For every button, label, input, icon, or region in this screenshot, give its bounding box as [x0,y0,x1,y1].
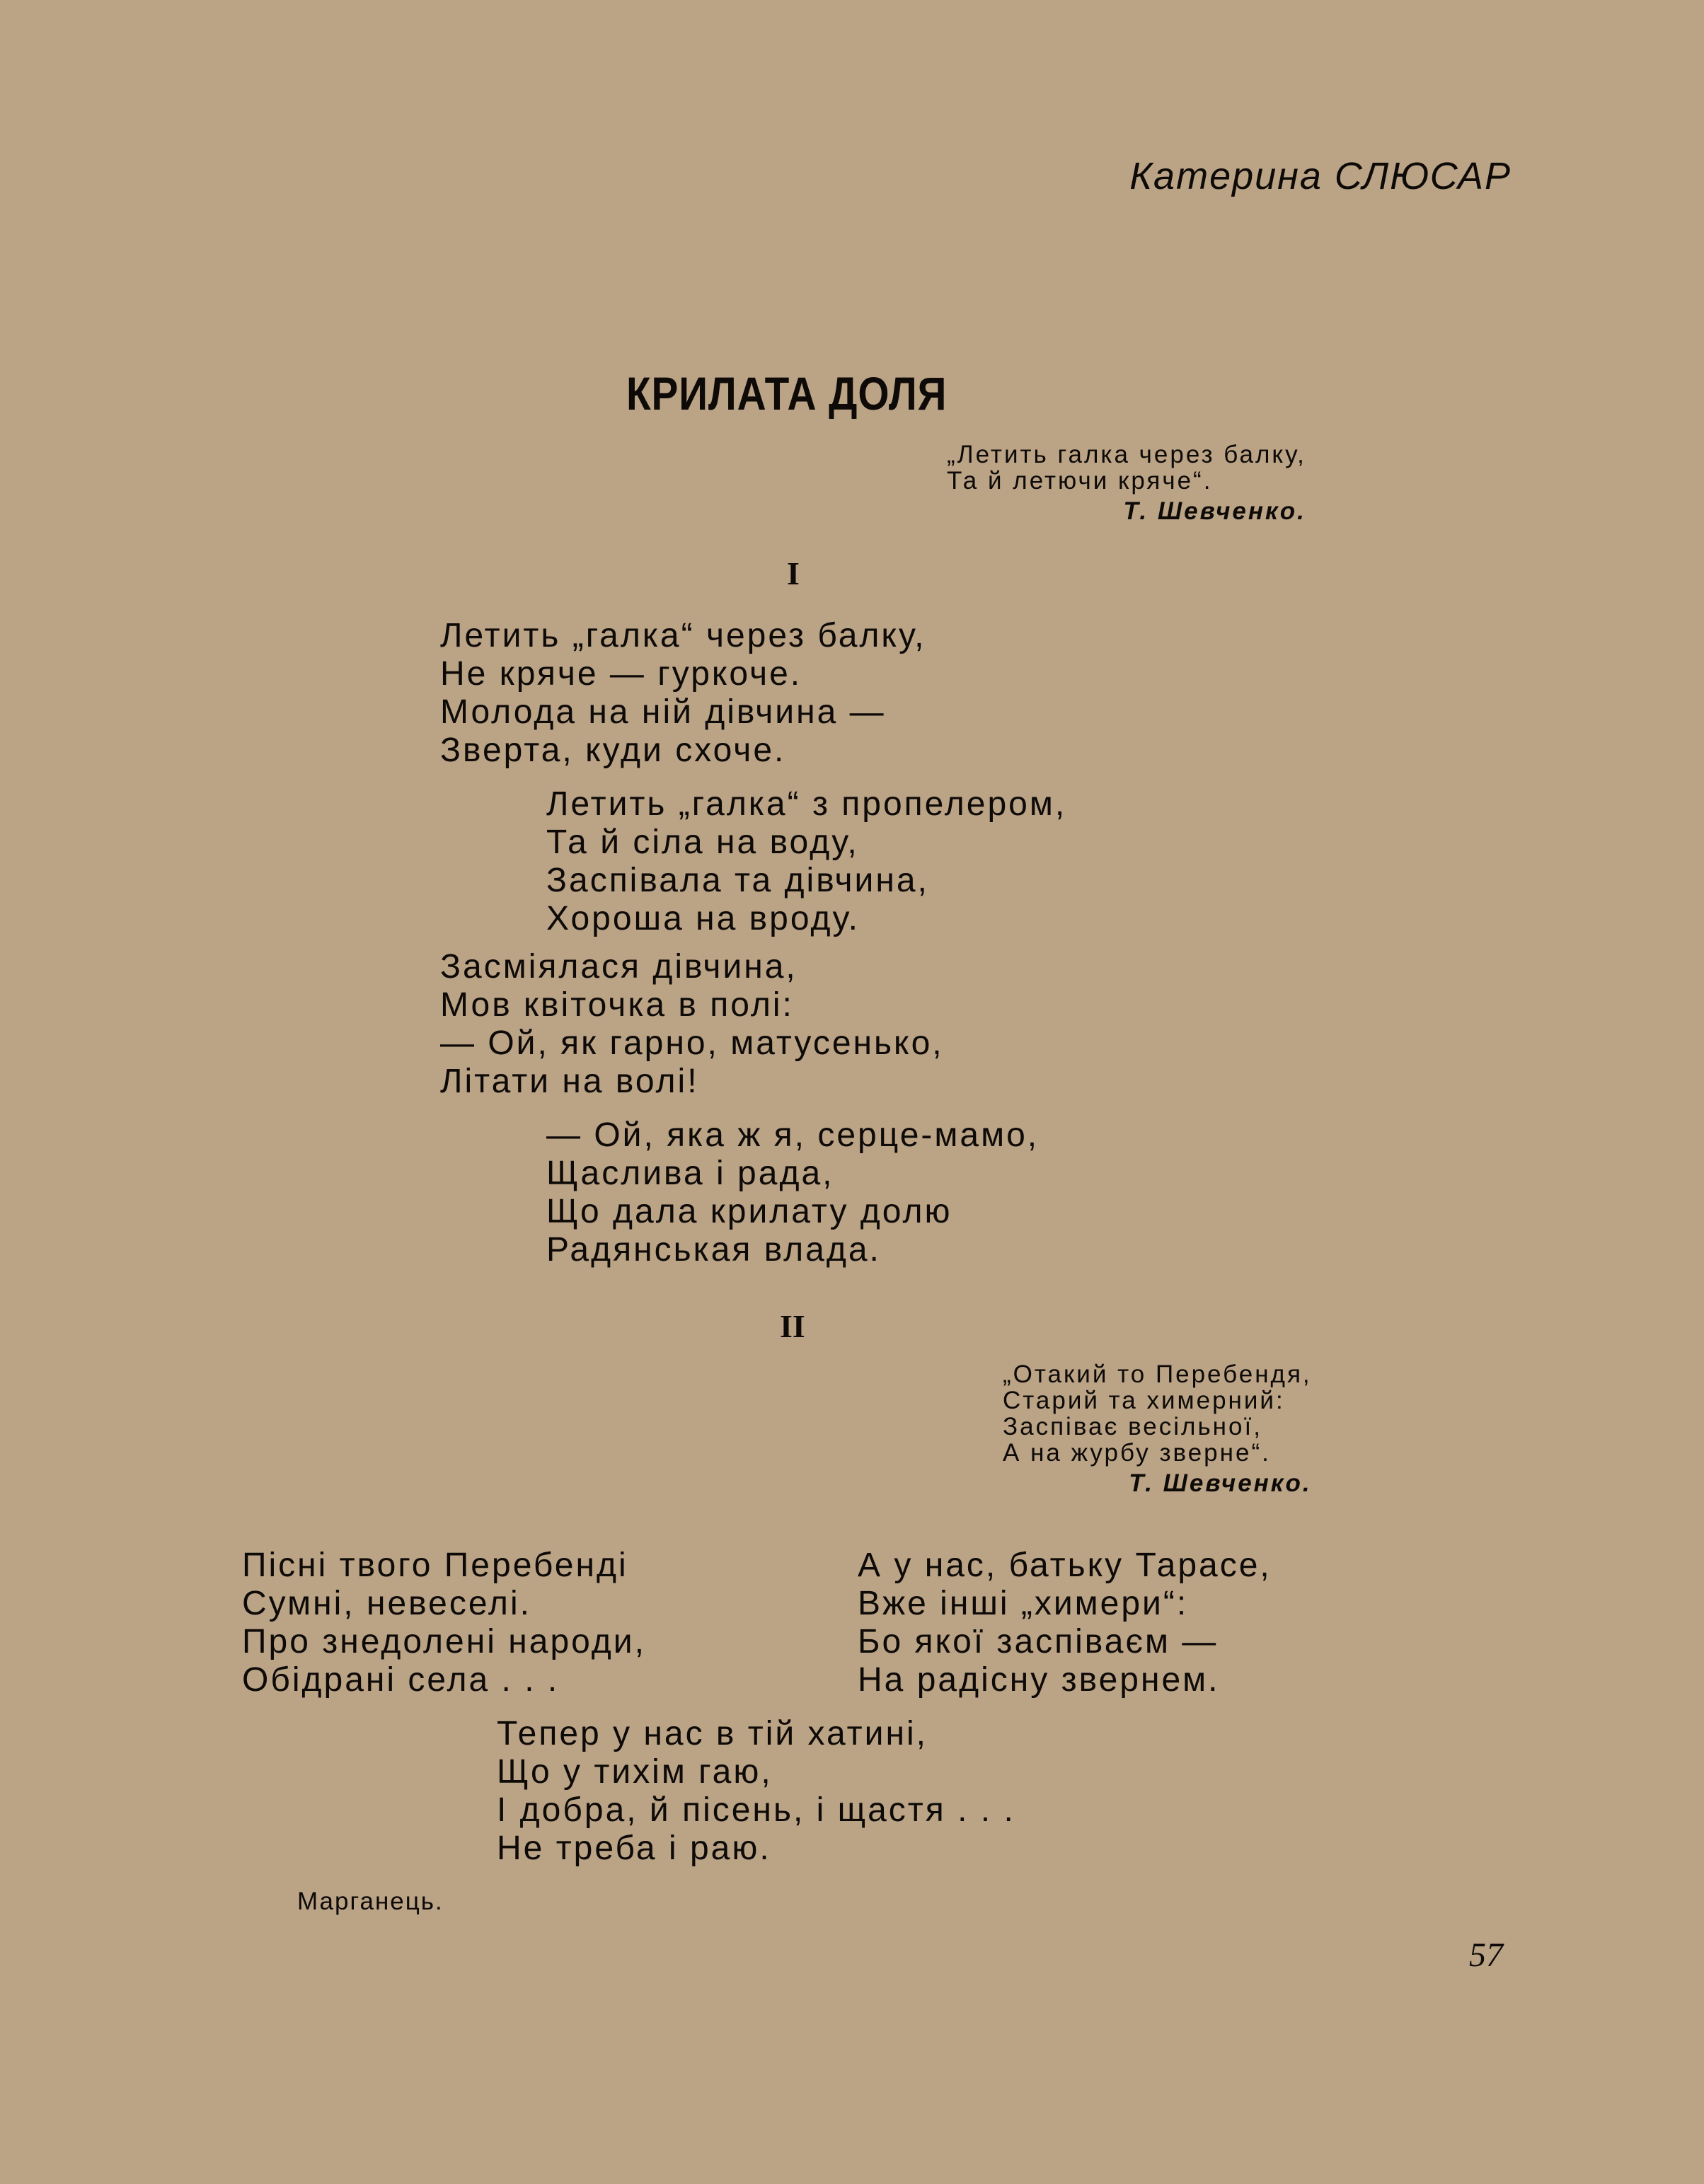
epigraph-line: „Летить галка через балку, [947,441,1306,468]
verse-line: Щаслива і рада, [546,1155,834,1192]
verse-line: Вже інші „химери“: [858,1585,1189,1622]
epigraph-1 [947,441,1306,524]
verse-line: Молода на ній дівчина — [440,693,886,731]
verse-line: А у нас, батьку Тарасе, [858,1547,1272,1584]
epigraph-line: Та й летючи кряче“. [947,467,1213,495]
verse-line: Летить „галка“ з пропелером, [546,785,1067,823]
poem-title: КРИЛАТА ДОЛЯ [626,367,948,420]
verse-line: Хороша на вроду. [546,900,860,937]
stanza-3 [440,948,944,1101]
stanza-6 [858,1547,1272,1699]
verse-line: Що у тихім гаю, [497,1753,773,1791]
part-1-numeral: I [787,555,800,591]
verse-line: Заспівала та дівчина, [546,862,929,899]
epigraph-line: „Отакий то Перебендя, [1003,1360,1312,1388]
page-number: 57 [1469,1936,1503,1974]
verse-line: На радісну звернем. [858,1661,1220,1699]
place-signature: Марганець. [297,1888,444,1915]
verse-line: Мов квіточка в полі: [440,986,794,1024]
epigraph-2 [1003,1361,1312,1496]
epigraph-attribution: Т. Шевченко. [1123,497,1306,525]
epigraph-line: Заспіває весільної, [1003,1413,1262,1440]
verse-line: Радянськая влада. [546,1231,881,1269]
epigraph-line: Старий та химерний: [1003,1387,1285,1414]
verse-line: Зверта, куди схоче. [440,732,786,769]
verse-line: Не треба і раю. [497,1830,771,1867]
verse-line: Летить „галка“ через балку, [440,617,926,654]
verse-line: Що дала крилату долю [546,1193,952,1230]
verse-line: Літати на волі! [440,1063,699,1100]
verse-line: Про знедолені народи, [242,1623,646,1660]
verse-line: Обідрані села . . . [242,1661,560,1699]
verse-line: — Ой, яка ж я, серце-мамо, [546,1116,1040,1154]
verse-line: Пісні твого Перебенді [242,1547,628,1584]
stanza-5 [242,1547,646,1699]
verse-line: — Ой, як гарно, матусенько, [440,1024,944,1062]
stanza-4 [546,1116,1039,1269]
stanza-2 [546,785,1066,938]
verse-line: Тепер у нас в тій хатині, [497,1715,928,1752]
epigraph-attribution: Т. Шевченко. [1129,1469,1312,1497]
verse-line: І добра, й пісень, і щастя . . . [497,1791,1015,1829]
epigraph-line: А на журбу зверне“. [1003,1439,1271,1467]
verse-line: Сумні, невеселі. [242,1585,531,1622]
stanza-1 [440,617,926,770]
stanza-7 [497,1715,1015,1868]
verse-line: Та й сіла на воду, [546,824,859,861]
part-2-numeral: II [780,1308,805,1344]
author-name: Катерина СЛЮСАР [1129,155,1512,197]
verse-line: Не кряче — гуркоче. [440,655,802,693]
verse-line: Засміялася дівчина, [440,948,798,986]
verse-line: Бо якої заспіваєм — [858,1623,1219,1660]
